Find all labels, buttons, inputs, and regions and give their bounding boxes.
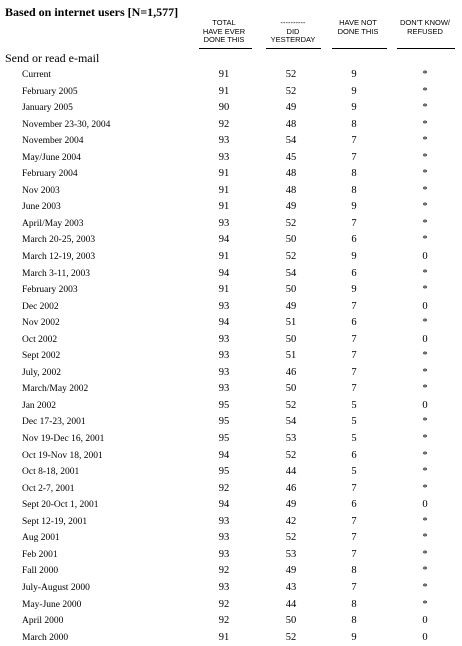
cell-did-yesterday: 49 <box>285 102 297 114</box>
table-row <box>0 183 462 200</box>
cell-dont-know-refused: * <box>422 433 428 445</box>
cell-did-yesterday: 52 <box>285 251 297 263</box>
cell-did-yesterday: 50 <box>285 383 297 395</box>
cell-did-yesterday: 52 <box>285 631 297 643</box>
cell-have-not-done-this: 6 <box>351 234 357 246</box>
cell-have-not-done-this: 9 <box>351 251 357 263</box>
cell-have-not-done-this: 5 <box>351 433 357 445</box>
cell-dont-know-refused: * <box>422 565 428 577</box>
row-label: May-June 2000 <box>22 599 82 610</box>
cell-have-not-done-this: 8 <box>351 615 357 627</box>
cell-did-yesterday: 54 <box>285 135 297 147</box>
cell-have-ever-done-this: 91 <box>218 85 230 97</box>
cell-dont-know-refused: * <box>422 598 428 610</box>
cell-have-ever-done-this: 92 <box>218 118 230 130</box>
row-label: April 2000 <box>22 616 64 627</box>
table-row <box>0 514 462 531</box>
cell-have-ever-done-this: 93 <box>218 515 230 527</box>
cell-have-ever-done-this: 91 <box>218 168 230 180</box>
cell-dont-know-refused: 0 <box>422 631 428 643</box>
cell-have-not-done-this: 9 <box>351 85 357 97</box>
cell-have-ever-done-this: 91 <box>218 201 230 213</box>
cell-did-yesterday: 45 <box>285 151 297 163</box>
cell-did-yesterday: 52 <box>285 449 297 461</box>
table-row <box>0 414 462 431</box>
cell-dont-know-refused: * <box>422 201 428 213</box>
cell-dont-know-refused: * <box>422 69 428 80</box>
table-row <box>0 348 462 365</box>
row-label: November 2004 <box>22 136 84 147</box>
table-row <box>0 547 462 564</box>
cell-dont-know-refused: * <box>422 466 428 478</box>
cell-have-not-done-this: 5 <box>351 466 357 478</box>
row-label: Nov 19-Dec 16, 2001 <box>22 434 105 445</box>
cell-dont-know-refused: * <box>422 581 428 593</box>
table-row <box>0 530 462 547</box>
row-label: April/May 2003 <box>22 218 84 229</box>
header-underline <box>332 48 387 49</box>
row-label: January 2005 <box>22 103 73 114</box>
cell-have-not-done-this: 6 <box>351 317 357 329</box>
cell-have-not-done-this: 8 <box>351 598 357 610</box>
header-dont-know-refused: DON'T KNOW/ REFUSED <box>399 18 451 36</box>
table-row <box>0 497 462 514</box>
cell-have-ever-done-this: 93 <box>218 151 230 163</box>
row-label: Oct 2-7, 2001 <box>22 483 75 494</box>
cell-have-ever-done-this: 94 <box>218 267 230 279</box>
table-row <box>0 464 462 481</box>
cell-have-not-done-this: 5 <box>351 416 357 428</box>
row-label: February 2003 <box>22 285 78 296</box>
table-row <box>0 580 462 597</box>
cell-did-yesterday: 48 <box>285 118 297 130</box>
table-row <box>0 481 462 498</box>
cell-have-ever-done-this: 95 <box>218 416 230 428</box>
cell-have-not-done-this: 7 <box>351 300 357 312</box>
cell-have-ever-done-this: 94 <box>218 449 230 461</box>
cell-dont-know-refused: * <box>422 151 428 163</box>
table-row <box>0 100 462 117</box>
cell-dont-know-refused: * <box>422 102 428 114</box>
cell-have-ever-done-this: 95 <box>218 399 230 411</box>
row-label: Jan 2002 <box>22 400 57 411</box>
table-row <box>0 266 462 283</box>
cell-have-not-done-this: 7 <box>351 366 357 378</box>
cell-did-yesterday: 54 <box>285 416 297 428</box>
cell-have-not-done-this: 7 <box>351 151 357 163</box>
cell-did-yesterday: 49 <box>285 565 297 577</box>
row-label: November 23-30, 2004 <box>22 119 111 130</box>
base-description: Based on internet users [N=1,577] <box>5 5 179 19</box>
table-row <box>0 84 462 101</box>
cell-have-ever-done-this: 91 <box>218 69 230 80</box>
cell-did-yesterday: 52 <box>285 399 297 411</box>
cell-have-ever-done-this: 95 <box>218 433 230 445</box>
cell-have-ever-done-this: 91 <box>218 251 230 263</box>
row-label: Sept 20-Oct 1, 2001 <box>22 500 99 511</box>
cell-did-yesterday: 49 <box>285 300 297 312</box>
cell-have-not-done-this: 9 <box>351 201 357 213</box>
cell-have-not-done-this: 7 <box>351 383 357 395</box>
row-label: March 12-19, 2003 <box>22 252 96 263</box>
cell-have-ever-done-this: 91 <box>218 184 230 196</box>
table-row <box>0 398 462 415</box>
cell-have-not-done-this: 9 <box>351 102 357 114</box>
cell-dont-know-refused: * <box>422 135 428 147</box>
cell-did-yesterday: 53 <box>285 548 297 560</box>
cell-dont-know-refused: * <box>422 267 428 279</box>
cell-did-yesterday: 49 <box>285 201 297 213</box>
cell-dont-know-refused: 0 <box>422 300 428 312</box>
table-row <box>0 448 462 465</box>
cell-dont-know-refused: 0 <box>422 499 428 511</box>
cell-have-not-done-this: 7 <box>351 482 357 494</box>
cell-did-yesterday: 51 <box>285 350 297 362</box>
cell-dont-know-refused: * <box>422 168 428 180</box>
table-row <box>0 166 462 183</box>
cell-dont-know-refused: * <box>422 317 428 329</box>
cell-have-not-done-this: 7 <box>351 333 357 345</box>
row-label: Aug 2001 <box>22 533 60 544</box>
cell-have-ever-done-this: 92 <box>218 565 230 577</box>
cell-have-not-done-this: 7 <box>351 515 357 527</box>
cell-have-not-done-this: 8 <box>351 168 357 180</box>
table-row <box>0 381 462 398</box>
cell-did-yesterday: 50 <box>285 615 297 627</box>
cell-have-ever-done-this: 93 <box>218 548 230 560</box>
table-row <box>0 563 462 580</box>
cell-did-yesterday: 46 <box>285 366 297 378</box>
header-underline <box>266 48 321 49</box>
cell-did-yesterday: 42 <box>285 515 297 527</box>
cell-have-not-done-this: 5 <box>351 399 357 411</box>
cell-have-ever-done-this: 91 <box>218 284 230 296</box>
table-row <box>0 315 462 332</box>
cell-have-not-done-this: 6 <box>351 449 357 461</box>
cell-did-yesterday: 49 <box>285 499 297 511</box>
row-label: Oct 2002 <box>22 334 58 345</box>
cell-have-not-done-this: 6 <box>351 267 357 279</box>
cell-have-not-done-this: 8 <box>351 118 357 130</box>
cell-have-not-done-this: 9 <box>351 69 357 80</box>
cell-did-yesterday: 43 <box>285 581 297 593</box>
cell-dont-know-refused: * <box>422 350 428 362</box>
row-label: Sept 2002 <box>22 351 61 362</box>
cell-have-ever-done-this: 93 <box>218 350 230 362</box>
cell-dont-know-refused: * <box>422 217 428 229</box>
cell-have-ever-done-this: 95 <box>218 466 230 478</box>
cell-have-ever-done-this: 92 <box>218 615 230 627</box>
cell-have-not-done-this: 9 <box>351 631 357 643</box>
row-label: Current <box>22 70 52 80</box>
row-label: February 2005 <box>22 86 78 97</box>
header-total-have-ever-done-this: TOTAL HAVE EVER DONE THIS <box>202 18 246 44</box>
cell-did-yesterday: 48 <box>285 184 297 196</box>
cell-have-ever-done-this: 94 <box>218 234 230 246</box>
table-row <box>0 299 462 316</box>
header-underline <box>397 48 455 49</box>
cell-have-ever-done-this: 93 <box>218 366 230 378</box>
cell-dont-know-refused: 0 <box>422 251 428 263</box>
row-label: Fall 2000 <box>22 566 59 577</box>
row-label: March/May 2002 <box>22 384 89 395</box>
cell-have-not-done-this: 8 <box>351 565 357 577</box>
cell-have-ever-done-this: 93 <box>218 333 230 345</box>
cell-have-ever-done-this: 93 <box>218 581 230 593</box>
cell-dont-know-refused: 0 <box>422 333 428 345</box>
cell-have-ever-done-this: 94 <box>218 317 230 329</box>
cell-have-not-done-this: 7 <box>351 581 357 593</box>
table-row <box>0 282 462 299</box>
header-did-yesterday: ---------- DID YESTERDAY <box>270 18 316 44</box>
table-row <box>0 216 462 233</box>
section-title: Send or read e-mail <box>5 51 100 65</box>
cell-dont-know-refused: * <box>422 118 428 130</box>
cell-have-ever-done-this: 93 <box>218 135 230 147</box>
cell-have-ever-done-this: 91 <box>218 631 230 643</box>
cell-dont-know-refused: * <box>422 548 428 560</box>
row-label: March 2000 <box>22 632 69 643</box>
cell-dont-know-refused: 0 <box>422 399 428 411</box>
table-row <box>0 150 462 167</box>
table-row <box>0 199 462 216</box>
table-row <box>0 597 462 614</box>
cell-dont-know-refused: * <box>422 284 428 296</box>
row-label: March 20-25, 2003 <box>22 235 96 246</box>
cell-did-yesterday: 50 <box>285 234 297 246</box>
header-underline <box>199 48 252 49</box>
cell-have-not-done-this: 7 <box>351 532 357 544</box>
cell-dont-know-refused: * <box>422 234 428 246</box>
cell-have-ever-done-this: 93 <box>218 300 230 312</box>
cell-have-ever-done-this: 93 <box>218 217 230 229</box>
row-label: Oct 19-Nov 18, 2001 <box>22 450 103 461</box>
row-label: July-August 2000 <box>22 582 90 593</box>
cell-dont-know-refused: * <box>422 366 428 378</box>
cell-did-yesterday: 54 <box>285 267 297 279</box>
cell-have-ever-done-this: 94 <box>218 499 230 511</box>
cell-have-ever-done-this: 92 <box>218 598 230 610</box>
row-label: February 2004 <box>22 169 78 180</box>
cell-dont-know-refused: 0 <box>422 615 428 627</box>
cell-dont-know-refused: * <box>422 383 428 395</box>
cell-did-yesterday: 52 <box>285 532 297 544</box>
cell-dont-know-refused: * <box>422 515 428 527</box>
table-row <box>0 365 462 382</box>
cell-dont-know-refused: * <box>422 184 428 196</box>
row-label: Nov 2002 <box>22 318 60 329</box>
cell-did-yesterday: 51 <box>285 317 297 329</box>
cell-have-not-done-this: 7 <box>351 135 357 147</box>
cell-dont-know-refused: * <box>422 532 428 544</box>
cell-did-yesterday: 50 <box>285 284 297 296</box>
row-label: Nov 2003 <box>22 185 60 196</box>
row-label: Feb 2001 <box>22 549 58 560</box>
table-row <box>0 630 462 646</box>
row-label: June 2003 <box>22 202 61 213</box>
table-row <box>0 133 462 150</box>
cell-have-not-done-this: 8 <box>351 184 357 196</box>
table-row <box>0 117 462 134</box>
row-label: Sept 12-19, 2001 <box>22 516 88 527</box>
header-have-not-done-this: HAVE NOT DONE THIS <box>337 18 379 36</box>
cell-did-yesterday: 48 <box>285 168 297 180</box>
cell-have-ever-done-this: 92 <box>218 482 230 494</box>
cell-did-yesterday: 44 <box>285 466 297 478</box>
table-row <box>0 332 462 349</box>
cell-dont-know-refused: * <box>422 85 428 97</box>
cell-have-ever-done-this: 93 <box>218 383 230 395</box>
cell-have-ever-done-this: 90 <box>218 102 230 114</box>
cell-did-yesterday: 52 <box>285 217 297 229</box>
cell-did-yesterday: 52 <box>285 85 297 97</box>
cell-did-yesterday: 52 <box>285 69 297 80</box>
cell-dont-know-refused: * <box>422 416 428 428</box>
row-label: March 3-11, 2003 <box>22 268 90 279</box>
row-label: Oct 8-18, 2001 <box>22 467 80 478</box>
cell-have-not-done-this: 6 <box>351 499 357 511</box>
cell-have-not-done-this: 7 <box>351 350 357 362</box>
cell-have-ever-done-this: 93 <box>218 532 230 544</box>
cell-have-not-done-this: 9 <box>351 284 357 296</box>
table-row <box>0 613 462 630</box>
cell-did-yesterday: 50 <box>285 333 297 345</box>
cell-have-not-done-this: 7 <box>351 548 357 560</box>
table-row <box>0 431 462 448</box>
cell-dont-know-refused: * <box>422 482 428 494</box>
cell-did-yesterday: 53 <box>285 433 297 445</box>
table-row <box>0 67 462 84</box>
table-row <box>0 232 462 249</box>
row-label: Dec 2002 <box>22 301 59 312</box>
row-label: Dec 17-23, 2001 <box>22 417 86 428</box>
row-label: May/June 2004 <box>22 152 81 163</box>
table-row <box>0 249 462 266</box>
cell-dont-know-refused: * <box>422 449 428 461</box>
row-label: July, 2002 <box>22 367 61 378</box>
table-body <box>0 67 462 646</box>
cell-have-not-done-this: 7 <box>351 217 357 229</box>
cell-did-yesterday: 46 <box>285 482 297 494</box>
cell-did-yesterday: 44 <box>285 598 297 610</box>
